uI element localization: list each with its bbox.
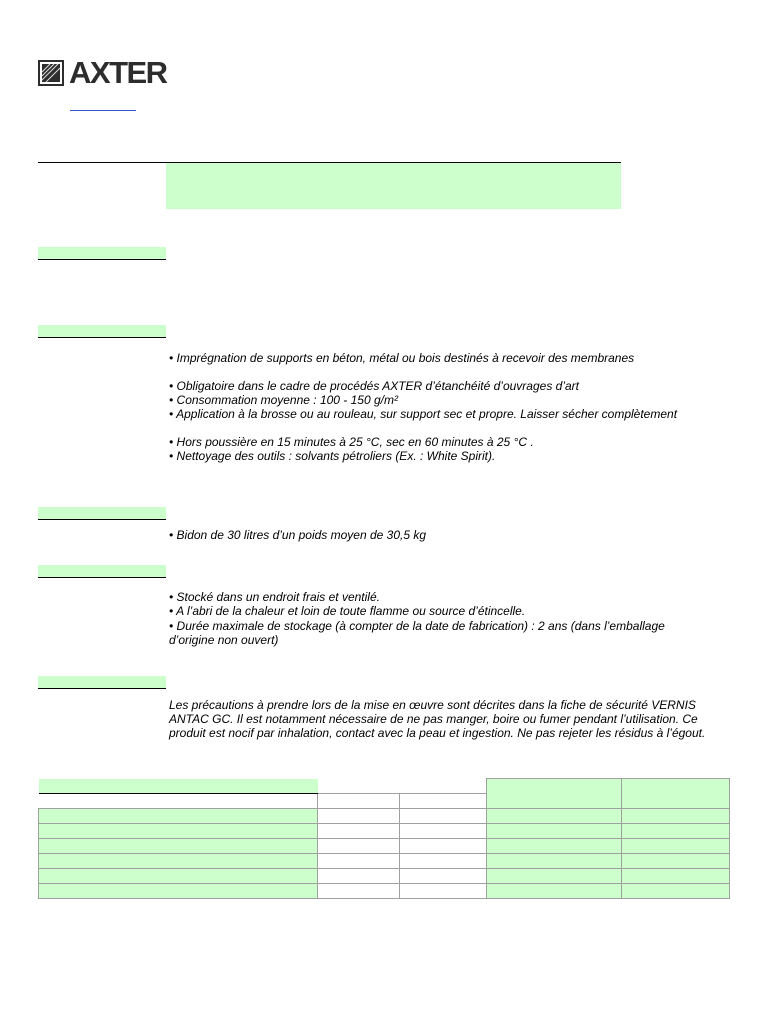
table-cell (318, 793, 400, 808)
conditionnement-bullet-1: • Bidon de 30 litres d’un poids moyen de 30,5 kg (169, 528, 427, 542)
table-cell (400, 823, 487, 838)
title-band (166, 163, 621, 209)
table-header-cell (487, 779, 622, 809)
emploi-bullet-3: • Consommation moyenne : 100 - 150 g/m² (169, 393, 398, 407)
emploi-bullet-5: • Hors poussière en 15 minutes à 25 °C, sec en 60 minutes à 25 °C . (169, 435, 534, 449)
table-cell (622, 808, 730, 823)
section-label-securite (38, 676, 166, 689)
table-row (39, 808, 730, 823)
securite-text: Les précautions à prendre lors de la mise en œuvre sont décrites dans la fiche de sécurité VERNIS ANTAC GC. Il est notamment nécessaire de ne pas manger, boire ou fumer pendant l’utilisation. Ce produit est nocif par inhalation, contact avec la peau et ingestion. Ne pas rejeter les résidus à l’égout. (169, 698, 706, 740)
table-cell (487, 838, 622, 853)
table-row (39, 883, 730, 898)
table-header-cell (622, 779, 730, 809)
table-cell (39, 823, 318, 838)
section-label-conditionnement (38, 507, 166, 520)
table-cell (318, 853, 400, 868)
table-cell (400, 808, 487, 823)
table-cell (400, 868, 487, 883)
table-row (39, 823, 730, 838)
table-cell (400, 883, 487, 898)
logo-mark-icon (38, 60, 64, 86)
section-label-stockage (38, 565, 166, 578)
table-cell (39, 868, 318, 883)
stockage-bullet-2: • A l’abri de la chaleur et loin de toute flamme ou source d’étincelle. (169, 604, 526, 618)
table-cell (318, 883, 400, 898)
table-cell (622, 853, 730, 868)
stockage-bullet-3: • Durée maximale de stockage (à compter de la date de fabrication) : 2 ans (dans l’emballage d’origine non ouvert) (169, 619, 665, 647)
table-cell (622, 868, 730, 883)
table-cell (318, 779, 400, 794)
table-cell (318, 868, 400, 883)
emploi-bullet-4: • Application à la brosse ou au rouleau, sur support sec et propre. Laisser sécher complètement (169, 407, 678, 421)
emploi-bullet-2: • Obligatoire dans le cadre de procédés AXTER d’étanchéité d’ouvrages d’art (169, 379, 579, 393)
table-cell (39, 883, 318, 898)
table-cell (622, 883, 730, 898)
table-row (39, 838, 730, 853)
table-row (39, 868, 730, 883)
stockage-bullet-1: • Stocké dans un endroit frais et ventilé. (169, 590, 380, 604)
logo-link[interactable] (70, 110, 136, 111)
table-row (39, 853, 730, 868)
table-cell (487, 868, 622, 883)
emploi-bullet-1: • Imprégnation de supports en béton, métal ou bois destinés à recevoir des membranes (169, 351, 635, 365)
table-cell (400, 838, 487, 853)
table-cell (487, 883, 622, 898)
table-cell (622, 823, 730, 838)
table-cell (318, 808, 400, 823)
table-cell (622, 838, 730, 853)
table-cell (39, 793, 318, 808)
characteristics-table (38, 778, 730, 899)
table-cell (400, 853, 487, 868)
section-label-description (38, 247, 166, 260)
table-cell (487, 808, 622, 823)
table-cell (487, 823, 622, 838)
section-label-emploi (38, 325, 166, 338)
table-cell (318, 838, 400, 853)
table-cell (318, 823, 400, 838)
table-cell (400, 779, 487, 794)
emploi-bullet-6: • Nettoyage des outils : solvants pétroliers (Ex. : White Spirit). (169, 449, 496, 463)
table-cell (400, 793, 487, 808)
table-cell (39, 853, 318, 868)
company-logo: AXTER (69, 55, 167, 90)
table-cell (487, 853, 622, 868)
table-cell (39, 808, 318, 823)
table-cell (39, 838, 318, 853)
table-header-cell (39, 779, 318, 794)
